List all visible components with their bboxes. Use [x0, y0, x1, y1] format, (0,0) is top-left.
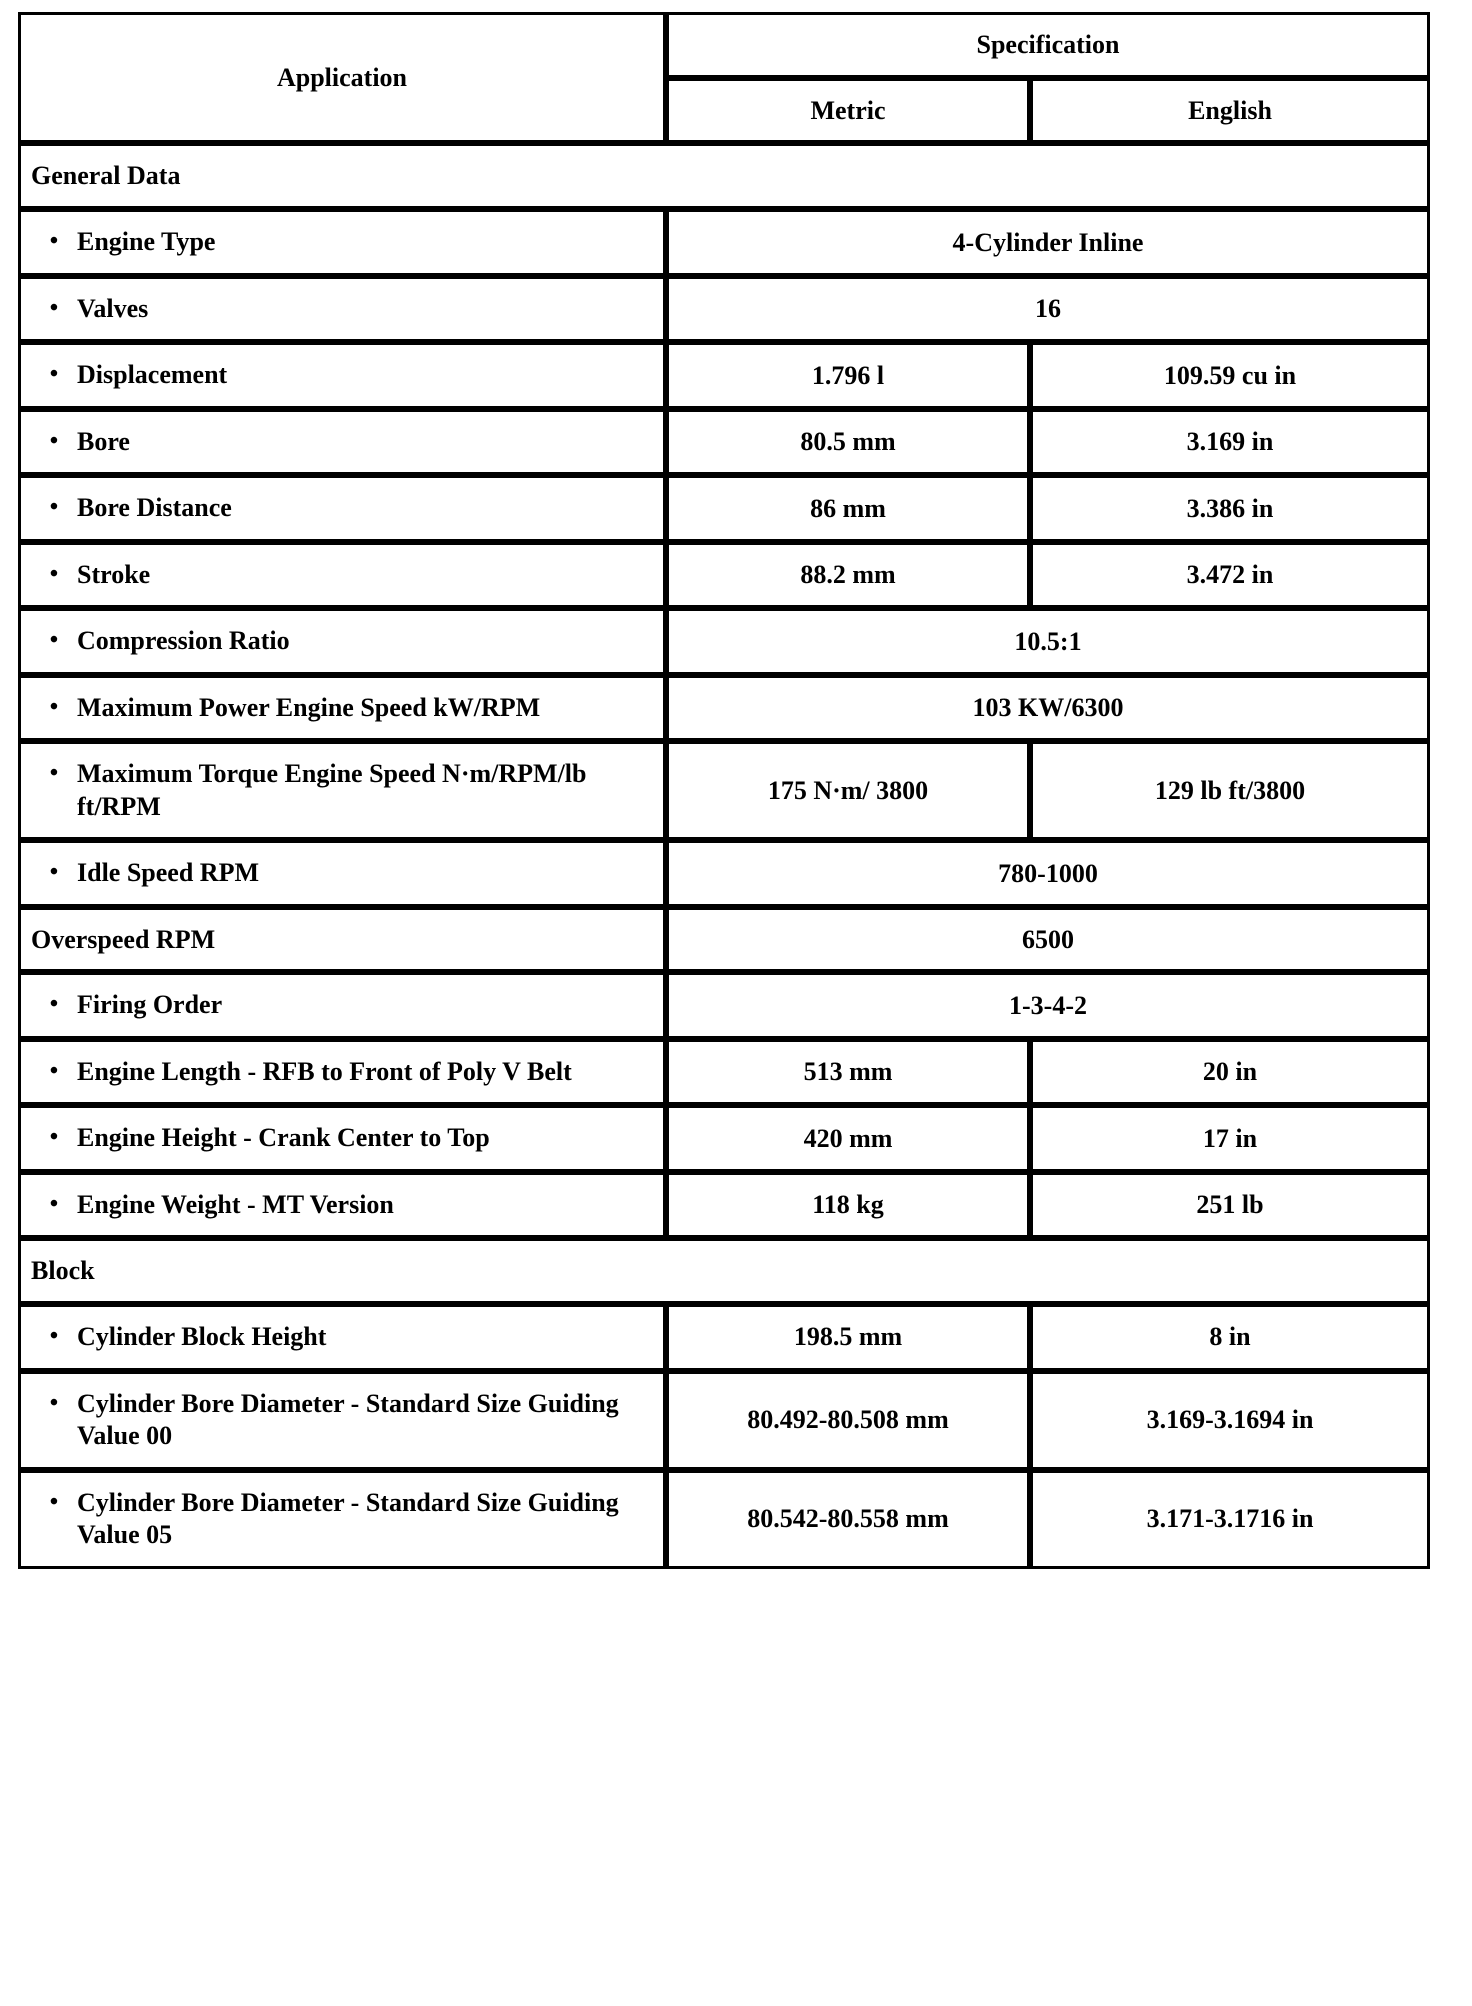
bullet-icon: • [49, 361, 59, 388]
bullet-icon: • [49, 1389, 59, 1416]
row-label-cell [18, 1304, 666, 1371]
bullet-icon: • [49, 427, 59, 454]
table-row [18, 741, 1430, 840]
row-value-english: 3.169 in [1030, 409, 1430, 476]
bullet-icon: • [49, 560, 59, 587]
table-row [18, 1039, 1430, 1106]
row-value-metric: 118 kg [666, 1172, 1030, 1239]
row-value-metric: 175 N·m/ 3800 [666, 741, 1030, 840]
table-row [18, 608, 1430, 675]
row-value-metric: 86 mm [666, 475, 1030, 542]
bullet-icon: • [49, 760, 59, 787]
row-label-cell [18, 1039, 666, 1106]
table-body [18, 12, 1430, 1569]
row-value-english: 109.59 cu in [1030, 342, 1430, 409]
bullet-icon: • [49, 859, 59, 886]
row-label: Cylinder Bore Diameter - Standard Size Guiding Value 05 [77, 1487, 619, 1550]
header-application: Application [18, 12, 666, 143]
header-metric: Metric [666, 78, 1030, 144]
row-label-cell [18, 608, 666, 675]
section-title-overspeed-rpm: Overspeed RPM [18, 907, 666, 973]
table-row [18, 276, 1430, 343]
row-value-metric: 420 mm [666, 1105, 1030, 1172]
table-row [18, 1105, 1430, 1172]
row-label: Idle Speed RPM [77, 858, 259, 888]
header-english: English [1030, 78, 1430, 144]
row-label: Engine Weight - MT Version [77, 1189, 394, 1219]
header-specification: Specification [666, 12, 1430, 78]
table-row [18, 409, 1430, 476]
row-label-cell [18, 542, 666, 609]
row-label-cell [18, 675, 666, 742]
row-value-english: 251 lb [1030, 1172, 1430, 1239]
row-label: Stroke [77, 559, 151, 589]
table-row [18, 1470, 1430, 1569]
row-label-cell [18, 475, 666, 542]
row-value-combined: 1-3-4-2 [666, 972, 1430, 1039]
table-row [18, 475, 1430, 542]
bullet-icon: • [49, 1057, 59, 1084]
section-header-row [18, 1238, 1430, 1304]
row-label-cell [18, 1470, 666, 1569]
bullet-icon: • [49, 693, 59, 720]
row-value-metric: 80.5 mm [666, 409, 1030, 476]
section-title-general-data: General Data [18, 143, 1430, 209]
table-row [18, 972, 1430, 1039]
row-value-combined: 4-Cylinder Inline [666, 209, 1430, 276]
row-value-metric: 80.542-80.558 mm [666, 1470, 1030, 1569]
section-header-row [18, 143, 1430, 209]
row-label: Bore Distance [77, 493, 232, 523]
row-value-english: 20 in [1030, 1039, 1430, 1106]
table-row [18, 542, 1430, 609]
row-label-cell [18, 409, 666, 476]
bullet-icon: • [49, 991, 59, 1018]
row-label: Maximum Power Engine Speed kW/RPM [77, 692, 541, 722]
table-row [18, 1371, 1430, 1470]
bullet-icon: • [49, 1190, 59, 1217]
row-label: Cylinder Block Height [77, 1322, 327, 1352]
row-value-english: 8 in [1030, 1304, 1430, 1371]
row-label-cell [18, 840, 666, 907]
row-value-english: 3.171-3.1716 in [1030, 1470, 1430, 1569]
row-value-combined: 10.5:1 [666, 608, 1430, 675]
row-label: Valves [77, 293, 149, 323]
bullet-icon: • [49, 294, 59, 321]
row-label-cell [18, 972, 666, 1039]
bullet-icon: • [49, 1488, 59, 1515]
row-value-english: 3.386 in [1030, 475, 1430, 542]
row-value-metric: 513 mm [666, 1039, 1030, 1106]
row-label: Maximum Torque Engine Speed N·m/RPM/lb ft/RPM [77, 759, 587, 821]
row-label: Displacement [77, 360, 228, 390]
row-label: Firing Order [77, 990, 223, 1020]
table-row [18, 209, 1430, 276]
row-label-cell [18, 741, 666, 840]
bullet-icon: • [49, 228, 59, 255]
section-header-row [18, 907, 1430, 973]
bullet-icon: • [49, 1124, 59, 1151]
row-value-metric: 1.796 l [666, 342, 1030, 409]
row-label: Compression Ratio [77, 626, 290, 656]
bullet-icon: • [49, 1323, 59, 1350]
row-value-combined: 780-1000 [666, 840, 1430, 907]
row-value-combined: 16 [666, 276, 1430, 343]
section-title-block: Block [18, 1238, 1430, 1304]
table-row [18, 1172, 1430, 1239]
row-label: Bore [77, 426, 130, 456]
row-value-metric: 88.2 mm [666, 542, 1030, 609]
row-label-cell [18, 1371, 666, 1470]
row-label: Engine Length - RFB to Front of Poly V Belt [77, 1056, 572, 1086]
section-value-overspeed-rpm: 6500 [666, 907, 1430, 973]
table-row [18, 342, 1430, 409]
bullet-icon: • [49, 627, 59, 654]
row-value-english: 3.169-3.1694 in [1030, 1371, 1430, 1470]
row-label-cell [18, 276, 666, 343]
table-row [18, 1304, 1430, 1371]
row-value-english: 129 lb ft/3800 [1030, 741, 1430, 840]
row-value-metric: 198.5 mm [666, 1304, 1030, 1371]
bullet-icon: • [49, 494, 59, 521]
row-label-cell [18, 342, 666, 409]
row-value-english: 3.472 in [1030, 542, 1430, 609]
row-label-cell [18, 1105, 666, 1172]
row-value-metric: 80.492-80.508 mm [666, 1371, 1030, 1470]
row-label: Engine Height - Crank Center to Top [77, 1123, 490, 1153]
table-row [18, 840, 1430, 907]
table-row [18, 675, 1430, 742]
row-label: Engine Type [77, 227, 216, 257]
engine-specification-table [18, 12, 1430, 1569]
row-label: Cylinder Bore Diameter - Standard Size Guiding Value 00 [77, 1388, 619, 1451]
table-header-row-1 [18, 12, 1430, 78]
row-value-english: 17 in [1030, 1105, 1430, 1172]
row-value-combined: 103 KW/6300 [666, 675, 1430, 742]
row-label-cell [18, 209, 666, 276]
row-label-cell [18, 1172, 666, 1239]
